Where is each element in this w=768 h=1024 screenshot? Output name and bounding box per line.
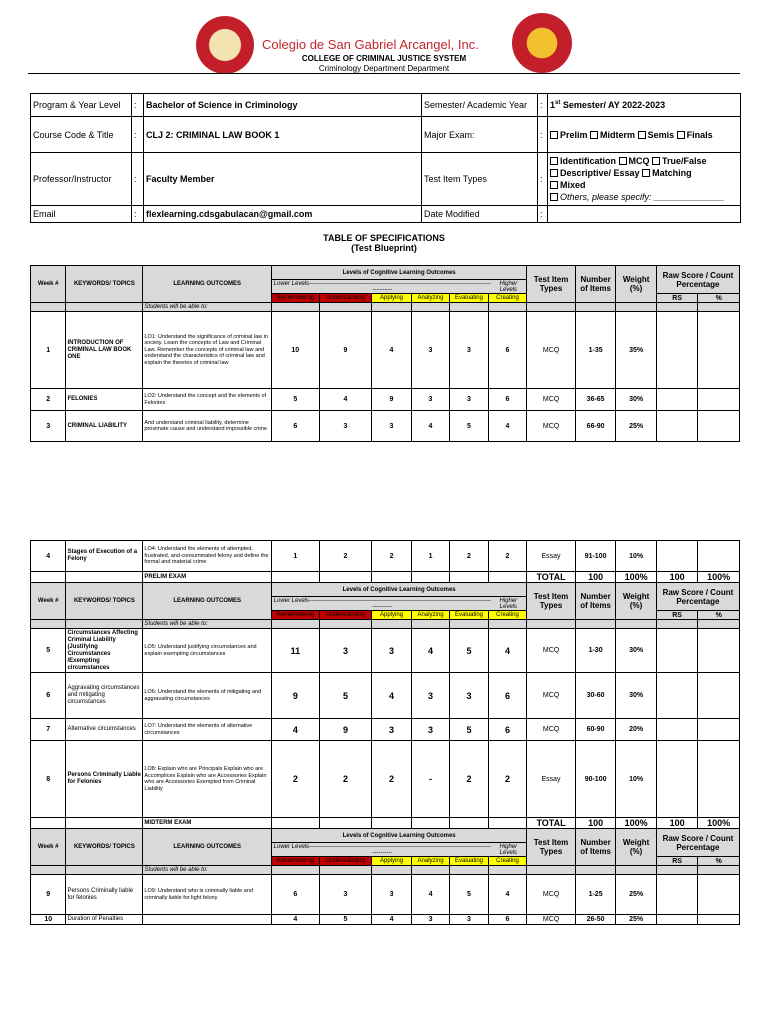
level-range: Lower Levels----------------------------------------------------------------------------------------------------- Higher Levels bbox=[272, 843, 527, 857]
items-cell: 1-25 bbox=[575, 875, 616, 915]
level-count-cell: 4 bbox=[372, 915, 412, 925]
spec-table-prelim bbox=[30, 265, 740, 442]
topic-cell: Stages of Execution of a Felony bbox=[66, 541, 143, 572]
colon: : bbox=[132, 153, 144, 206]
spec-row bbox=[31, 915, 740, 925]
outcome-cell: LO2: Understand the concept and the elements of Felonies bbox=[143, 389, 272, 411]
col-types: Test Item Types bbox=[527, 266, 576, 303]
weight-cell: 30% bbox=[616, 389, 657, 411]
date-label: Date Modified bbox=[422, 206, 538, 223]
outcome-cell bbox=[143, 915, 272, 925]
week-cell: 1 bbox=[31, 312, 66, 389]
topic-cell: FELONIES bbox=[66, 389, 143, 411]
weight-cell: 10% bbox=[616, 741, 657, 818]
level-count-cell: 3 bbox=[411, 673, 449, 719]
level-count-cell: 6 bbox=[488, 673, 526, 719]
checkbox[interactable] bbox=[652, 157, 660, 165]
test-types-label: Test Item Types bbox=[422, 153, 538, 206]
level-count-cell: 3 bbox=[372, 719, 412, 741]
items-cell: 90-100 bbox=[575, 741, 616, 818]
week-cell: 3 bbox=[31, 411, 66, 442]
level-count-cell: 2 bbox=[450, 541, 488, 572]
weight-cell: 35% bbox=[616, 312, 657, 389]
level-count-cell: 2 bbox=[450, 741, 488, 818]
level-count-cell: 3 bbox=[450, 915, 488, 925]
col-week: Week # bbox=[31, 266, 66, 303]
col-number: Number of Items bbox=[575, 583, 616, 620]
weight-cell: 30% bbox=[616, 629, 657, 673]
outcome-cell: And understand criminal liability, determine proximate cause and understand impossible crime bbox=[143, 411, 272, 442]
type-cell: MCQ bbox=[527, 673, 576, 719]
col-levels: Levels of Cognitive Learning Outcomes bbox=[272, 266, 527, 280]
week-cell: 6 bbox=[31, 673, 66, 719]
level-count-cell: 2 bbox=[372, 741, 412, 818]
level-remembering: Remembering bbox=[272, 611, 320, 620]
level-count-cell: 4 bbox=[411, 411, 449, 442]
col-outcomes: LEARNING OUTCOMES bbox=[143, 829, 272, 866]
students-note: Students will be able to: bbox=[143, 620, 272, 629]
spec-row bbox=[31, 541, 740, 572]
items-cell: 30-60 bbox=[575, 673, 616, 719]
level-count-cell: 1 bbox=[411, 541, 449, 572]
weight-cell: 10% bbox=[616, 541, 657, 572]
col-weight: Weight (%) bbox=[616, 829, 657, 866]
level-count-cell: 6 bbox=[488, 312, 527, 389]
level-analyzing: Analyzing bbox=[411, 611, 449, 620]
type-cell: MCQ bbox=[527, 915, 576, 925]
level-understanding: Understanding bbox=[319, 611, 372, 620]
level-count-cell: 4 bbox=[272, 915, 320, 925]
level-understanding: Understanding bbox=[319, 294, 372, 303]
students-note: Students will be able to: bbox=[143, 866, 272, 875]
exam-label: Major Exam: bbox=[422, 117, 538, 153]
level-count-cell: 11 bbox=[272, 629, 320, 673]
total-row bbox=[31, 572, 740, 583]
col-rs: RS bbox=[656, 294, 698, 303]
col-rs: RS bbox=[656, 857, 698, 866]
level-count-cell: 4 bbox=[372, 673, 412, 719]
checkbox[interactable] bbox=[550, 181, 558, 189]
spec-row bbox=[31, 389, 740, 411]
level-count-cell: 2 bbox=[272, 741, 320, 818]
department-name: Criminology Department Department bbox=[318, 64, 450, 73]
col-keywords: KEYWORDS/ TOPICS bbox=[66, 829, 143, 866]
level-count-cell: 4 bbox=[488, 875, 526, 915]
level-count-cell: 5 bbox=[450, 875, 488, 915]
weight-cell: 20% bbox=[616, 719, 657, 741]
level-remembering: Remembering bbox=[272, 294, 320, 303]
level-count-cell: - bbox=[411, 741, 449, 818]
level-count-cell: 4 bbox=[488, 411, 527, 442]
date-value bbox=[548, 206, 741, 223]
test-type-options: Identification MCQ True/False Descriptive/ Essay Matching Mixed Others, please specify: ______________ bbox=[548, 153, 741, 206]
col-rs: RS bbox=[656, 611, 698, 620]
items-cell: 91-100 bbox=[575, 541, 616, 572]
col-pct: % bbox=[698, 294, 740, 303]
col-outcomes: LEARNING OUTCOMES bbox=[143, 583, 272, 620]
col-levels: Levels of Cognitive Learning Outcomes bbox=[272, 583, 527, 597]
exam-label: PRELIM EXAM bbox=[143, 572, 272, 583]
col-types: Test Item Types bbox=[527, 583, 576, 620]
checkbox[interactable] bbox=[642, 169, 650, 177]
week-cell: 8 bbox=[31, 741, 66, 818]
topic-cell: Aggravating circumstances and mitigating circumstances bbox=[66, 673, 143, 719]
col-raw: Raw Score / Count Percentage bbox=[656, 829, 739, 857]
total-pct: 100% bbox=[698, 818, 740, 829]
level-count-cell: 6 bbox=[488, 389, 527, 411]
col-keywords: KEYWORDS/ TOPICS bbox=[66, 583, 143, 620]
level-range: Lower Levels----------------------------------------------------------------------------------------------------- Higher Levels bbox=[272, 280, 527, 294]
email-value: flexlearning.cdsgabulacan@gmail.com bbox=[144, 206, 422, 223]
col-number: Number of Items bbox=[575, 829, 616, 866]
program-label: Program & Year Level bbox=[31, 94, 132, 117]
level-evaluating: Evaluating bbox=[450, 611, 488, 620]
weight-cell: 25% bbox=[616, 411, 657, 442]
col-raw: Raw Score / Count Percentage bbox=[656, 583, 739, 611]
level-count-cell: 2 bbox=[488, 741, 526, 818]
week-cell: 9 bbox=[31, 875, 66, 915]
level-count-cell: 9 bbox=[372, 389, 411, 411]
semester-label: Semester/ Academic Year bbox=[422, 94, 538, 117]
prof-label: Professor/Instructor bbox=[31, 153, 132, 206]
colon: : bbox=[132, 94, 144, 117]
topic-cell: Alternative circumstances bbox=[66, 719, 143, 741]
course-label: Course Code & Title bbox=[31, 117, 132, 153]
weight-cell: 25% bbox=[616, 875, 657, 915]
colon: : bbox=[538, 117, 548, 153]
total-rs: 100 bbox=[656, 818, 698, 829]
topic-cell: INTRODUCTION OF CRIMINAL LAW BOOK ONE bbox=[66, 312, 143, 389]
level-understanding: Understanding bbox=[319, 857, 372, 866]
level-count-cell: 3 bbox=[450, 389, 488, 411]
type-cell: MCQ bbox=[527, 875, 576, 915]
weight-cell: 30% bbox=[616, 673, 657, 719]
outcome-cell: LO9: Understand who is criminally liable and criminally liable for light felony bbox=[143, 875, 272, 915]
type-cell: MCQ bbox=[527, 411, 576, 442]
level-applying: Applying bbox=[372, 294, 411, 303]
level-count-cell: 6 bbox=[488, 915, 526, 925]
students-note: Students will be able to: bbox=[143, 303, 272, 312]
col-week: Week # bbox=[31, 829, 66, 866]
colon: : bbox=[132, 117, 144, 153]
week-cell: 7 bbox=[31, 719, 66, 741]
level-count-cell: 3 bbox=[372, 629, 412, 673]
email-label: Email bbox=[31, 206, 132, 223]
total-rs: 100 bbox=[656, 572, 698, 583]
level-count-cell: 5 bbox=[450, 629, 488, 673]
checkbox[interactable] bbox=[550, 193, 558, 201]
spec-row bbox=[31, 719, 740, 741]
outcome-cell: LO7: Understand the elements of alternative circumstances bbox=[143, 719, 272, 741]
semester-value: 1st Semester/ AY 2022-2023 bbox=[548, 94, 741, 117]
col-outcomes: LEARNING OUTCOMES bbox=[143, 266, 272, 303]
items-cell: 60-90 bbox=[575, 719, 616, 741]
level-count-cell: 4 bbox=[488, 629, 526, 673]
level-count-cell: 5 bbox=[272, 389, 320, 411]
checkbox[interactable] bbox=[590, 131, 598, 139]
topic-cell: CRIMINAL LIABILITY bbox=[66, 411, 143, 442]
total-items: 100 bbox=[575, 818, 616, 829]
spec-row bbox=[31, 741, 740, 818]
level-applying: Applying bbox=[372, 857, 412, 866]
level-count-cell: 3 bbox=[411, 389, 449, 411]
level-count-cell: 5 bbox=[319, 915, 372, 925]
topic-cell: Persons Criminally Liable for Felonies bbox=[66, 741, 143, 818]
level-count-cell: 4 bbox=[411, 875, 449, 915]
type-cell: MCQ bbox=[527, 629, 576, 673]
spec-row bbox=[31, 312, 740, 389]
outcome-cell: LO1: Understand the significance of criminal law in society. Learn the concepts of Law and Criminal Law. Remember the concepts of criminal law and understand the characteristics of criminal law and explain the theories of criminal law bbox=[143, 312, 272, 389]
topic-cell: Circumstances Affecting Criminal Liability (Justifying Circumstances /Exempting circumstances bbox=[66, 629, 143, 673]
spec-row bbox=[31, 411, 740, 442]
level-count-cell: 4 bbox=[319, 389, 372, 411]
level-count-cell: 3 bbox=[372, 411, 411, 442]
exam-options: Prelim Midterm Semis Finals bbox=[548, 117, 741, 153]
level-evaluating: Evaluating bbox=[450, 294, 488, 303]
items-cell: 66-90 bbox=[575, 411, 616, 442]
spec-row bbox=[31, 875, 740, 915]
col-pct: % bbox=[698, 611, 740, 620]
level-evaluating: Evaluating bbox=[450, 857, 488, 866]
level-count-cell: 4 bbox=[272, 719, 320, 741]
level-count-cell: 5 bbox=[450, 719, 488, 741]
colon: : bbox=[538, 94, 548, 117]
course-value: CLJ 2: CRIMINAL LAW BOOK 1 bbox=[144, 117, 422, 153]
colon: : bbox=[132, 206, 144, 223]
type-cell: MCQ bbox=[527, 312, 576, 389]
level-count-cell: 3 bbox=[450, 312, 488, 389]
type-cell: Essay bbox=[527, 741, 576, 818]
total-weight: 100% bbox=[616, 572, 657, 583]
level-count-cell: 9 bbox=[319, 719, 372, 741]
checkbox[interactable] bbox=[550, 131, 558, 139]
checkbox[interactable] bbox=[550, 169, 558, 177]
spec-row bbox=[31, 673, 740, 719]
total-items: 100 bbox=[575, 572, 616, 583]
level-count-cell: 6 bbox=[272, 875, 320, 915]
col-types: Test Item Types bbox=[527, 829, 576, 866]
level-analyzing: Analyzing bbox=[411, 857, 449, 866]
checkbox[interactable] bbox=[677, 131, 685, 139]
level-count-cell: 3 bbox=[411, 719, 449, 741]
course-info-table bbox=[30, 93, 741, 223]
col-weight: Weight (%) bbox=[616, 266, 657, 303]
items-cell: 36-65 bbox=[575, 389, 616, 411]
level-count-cell: 3 bbox=[372, 875, 412, 915]
topic-cell: Duration of Penalties bbox=[66, 915, 143, 925]
level-count-cell: 9 bbox=[272, 673, 320, 719]
week-cell: 2 bbox=[31, 389, 66, 411]
college-name: COLLEGE OF CRIMINAL JUSTICE SYSTEM bbox=[301, 54, 467, 63]
week-cell: 5 bbox=[31, 629, 66, 673]
exam-label: MIDTERM EXAM bbox=[143, 818, 272, 829]
col-pct: % bbox=[698, 857, 740, 866]
level-count-cell: 2 bbox=[488, 541, 526, 572]
items-cell: 1-30 bbox=[575, 629, 616, 673]
weight-cell: 25% bbox=[616, 915, 657, 925]
level-count-cell: 6 bbox=[272, 411, 320, 442]
total-pct: 100% bbox=[698, 572, 740, 583]
program-value: Bachelor of Science in Criminology bbox=[144, 94, 422, 117]
level-creating: Creating bbox=[488, 611, 526, 620]
level-analyzing: Analyzing bbox=[411, 294, 449, 303]
total-row bbox=[31, 818, 740, 829]
level-count-cell: 5 bbox=[450, 411, 488, 442]
items-cell: 26-50 bbox=[575, 915, 616, 925]
col-number: Number of Items bbox=[575, 266, 616, 303]
items-cell: 1-35 bbox=[575, 312, 616, 389]
colon: : bbox=[538, 153, 548, 206]
tos-title: TABLE OF SPECIFICATIONS (Test Blueprint) bbox=[323, 233, 445, 253]
total-label: TOTAL bbox=[527, 572, 576, 583]
prof-value: Faculty Member bbox=[144, 153, 422, 206]
level-count-cell: 3 bbox=[450, 673, 488, 719]
level-count-cell: 2 bbox=[319, 541, 372, 572]
level-count-cell: 2 bbox=[372, 541, 412, 572]
school-name: Colegio de San Gabriel Arcangel, Inc. bbox=[262, 37, 479, 52]
level-count-cell: 3 bbox=[319, 411, 372, 442]
outcome-cell: LO8: Explain who are Principals Explain who are Accomplices Explain who are Accessories Explain who are Accessories Exempted from Criminal Liability bbox=[143, 741, 272, 818]
total-label: TOTAL bbox=[527, 818, 576, 829]
level-count-cell: 3 bbox=[411, 312, 449, 389]
level-range: Lower Levels----------------------------------------------------------------------------------------------------- Higher Levels bbox=[272, 597, 527, 611]
level-count-cell: 5 bbox=[319, 673, 372, 719]
week-cell: 10 bbox=[31, 915, 66, 925]
level-count-cell: 4 bbox=[372, 312, 411, 389]
col-keywords: KEYWORDS/ TOPICS bbox=[66, 266, 143, 303]
level-count-cell: 3 bbox=[319, 875, 372, 915]
level-count-cell: 4 bbox=[411, 629, 449, 673]
type-cell: Essay bbox=[527, 541, 576, 572]
spec-row bbox=[31, 629, 740, 673]
outcome-cell: LO4: Understand the elements of attempted, frustrated, and consummated felony and define the formal and material crime bbox=[143, 541, 272, 572]
header-rule bbox=[28, 73, 740, 74]
level-count-cell: 1 bbox=[272, 541, 320, 572]
type-cell: MCQ bbox=[527, 389, 576, 411]
level-count-cell: 10 bbox=[272, 312, 320, 389]
type-cell: MCQ bbox=[527, 719, 576, 741]
level-creating: Creating bbox=[488, 857, 526, 866]
spec-table-midterm bbox=[30, 540, 740, 925]
level-creating: Creating bbox=[488, 294, 527, 303]
total-weight: 100% bbox=[616, 818, 657, 829]
week-cell: 4 bbox=[31, 541, 66, 572]
outcome-cell: LO6: Understand the elements of mitigating and aggravating circumstances bbox=[143, 673, 272, 719]
topic-cell: Persons Criminally liable for felonies bbox=[66, 875, 143, 915]
checkbox[interactable] bbox=[619, 157, 627, 165]
level-applying: Applying bbox=[372, 611, 412, 620]
col-levels: Levels of Cognitive Learning Outcomes bbox=[272, 829, 527, 843]
level-count-cell: 3 bbox=[411, 915, 449, 925]
col-raw: Raw Score / Count Percentage bbox=[656, 266, 739, 294]
checkbox[interactable] bbox=[638, 131, 646, 139]
col-week: Week # bbox=[31, 583, 66, 620]
col-weight: Weight (%) bbox=[616, 583, 657, 620]
checkbox[interactable] bbox=[550, 157, 558, 165]
level-remembering: Remembering bbox=[272, 857, 320, 866]
level-count-cell: 6 bbox=[488, 719, 526, 741]
level-count-cell: 9 bbox=[319, 312, 372, 389]
level-count-cell: 2 bbox=[319, 741, 372, 818]
level-count-cell: 3 bbox=[319, 629, 372, 673]
outcome-cell: LO5: Understand justifying circumstances and explain exempting circumstances bbox=[143, 629, 272, 673]
colon: : bbox=[538, 206, 548, 223]
